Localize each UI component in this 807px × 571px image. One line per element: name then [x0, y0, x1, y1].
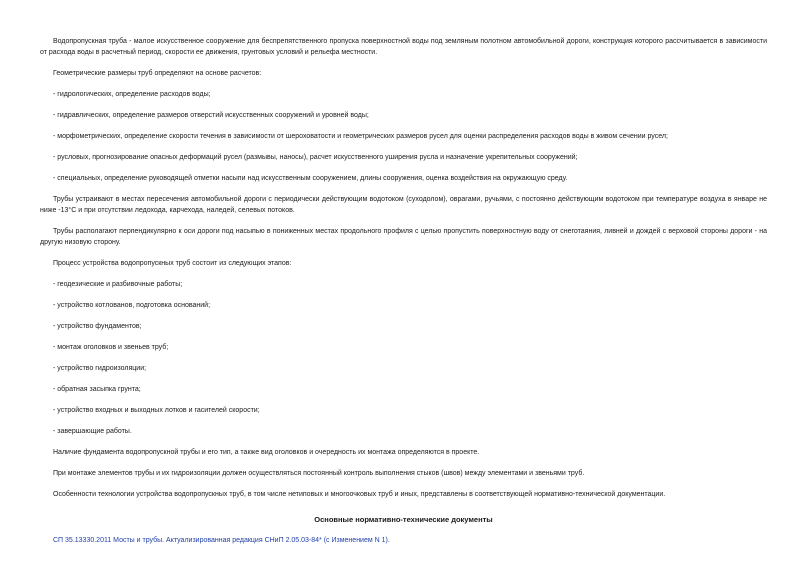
- section-heading: Основные нормативно-технические документы: [314, 515, 493, 524]
- list-item: - обратная засыпка грунта;: [53, 386, 141, 393]
- foundation-paragraph: Наличие фундамента водопропускной трубы и его тип, а также вид оголовков и очередность их монтажа определяются в проекте.: [53, 449, 480, 456]
- list-item: - завершающие работы.: [53, 428, 132, 435]
- technology-paragraph: Особенности технологии устройства водопропускных труб, в том числе нетиповых и многоочковых труб и иных, представлены в соответствующей нормативно-технической документации.: [53, 491, 666, 498]
- control-paragraph: При монтаже элементов трубы и их гидроизоляции должен осуществляться постоянный контроль выполнения стыков (швов) между элементами и звеньями труб.: [53, 470, 585, 477]
- calculations-list: [40, 89, 767, 184]
- list-item: - устройство фундаментов;: [53, 323, 142, 330]
- calculations-intro: Геометрические размеры труб определяют на основе расчетов:: [53, 70, 262, 77]
- list-item: - гидравлических, определение размеров отверстий искусственных сооружений и уровней воды;: [53, 112, 369, 119]
- orientation-paragraph: Трубы располагают перпендикулярно к оси дороги под насыпью в пониженных местах продольного профиля с целью пропустить поверхностную воду от снеготаяния, ливней и дождей с верховой стороны дороги - на другую низовую сторону.: [40, 228, 767, 246]
- placement-paragraph: Трубы устраивают в местах пересечения автомобильной дороги с периодически действующим водотоком (суходолом), оврагами, ручьями, с постоянно действующим водотоком при температуре воздуха в январе не ниже -13°С и при отсутствии ледохода, карчехода, наледей, селевых потоков.: [40, 196, 767, 214]
- list-item: - устройство гидроизоляции;: [53, 365, 147, 372]
- list-item: - специальных, определение руководящей отметки насыпи над искусственным сооружением, длины сооружения, оценка воздействия на окружающую среду.: [53, 175, 568, 182]
- stages-intro: Процесс устройства водопропускных труб состоит из следующих этапов:: [53, 260, 292, 267]
- list-item: - монтаж оголовков и звеньев труб;: [53, 344, 169, 351]
- list-item: - устройство котлованов, подготовка оснований;: [53, 302, 211, 309]
- list-item: - морфометрических, определение скорости течения в зависимости от шероховатости и геометрических размеров русел для оценки распределения расходов воды в живом сечении русел;: [53, 133, 668, 140]
- list-item: - русловых, прогнозирование опасных деформаций русел (размывы, наносы), расчет искусственного уширения русла и назначение укрепительных сооружений;: [53, 154, 578, 161]
- standard-document-link[interactable]: СП 35.13330.2011 Мосты и трубы. Актуализированная редакция СНиП 2.05.03-84* (с Изменением N 1).: [53, 537, 390, 544]
- stages-list: [40, 279, 767, 437]
- list-item: - геодезические и разбивочные работы;: [53, 281, 183, 288]
- list-item: - устройство входных и выходных лотков и гасителей скорости;: [53, 407, 260, 414]
- intro-paragraph: Водопропускная труба - малое искусственное сооружение для беспрепятственного пропуска поверхностной воды под земляным полотном автомобильной дороги, конструкция которого рассчитывается в зависимости от расхода воды в расчетный период, скорости ее движения, грунтовых условий и рельефа местности.: [40, 38, 767, 56]
- list-item: - гидрологических, определение расходов воды;: [53, 91, 211, 98]
